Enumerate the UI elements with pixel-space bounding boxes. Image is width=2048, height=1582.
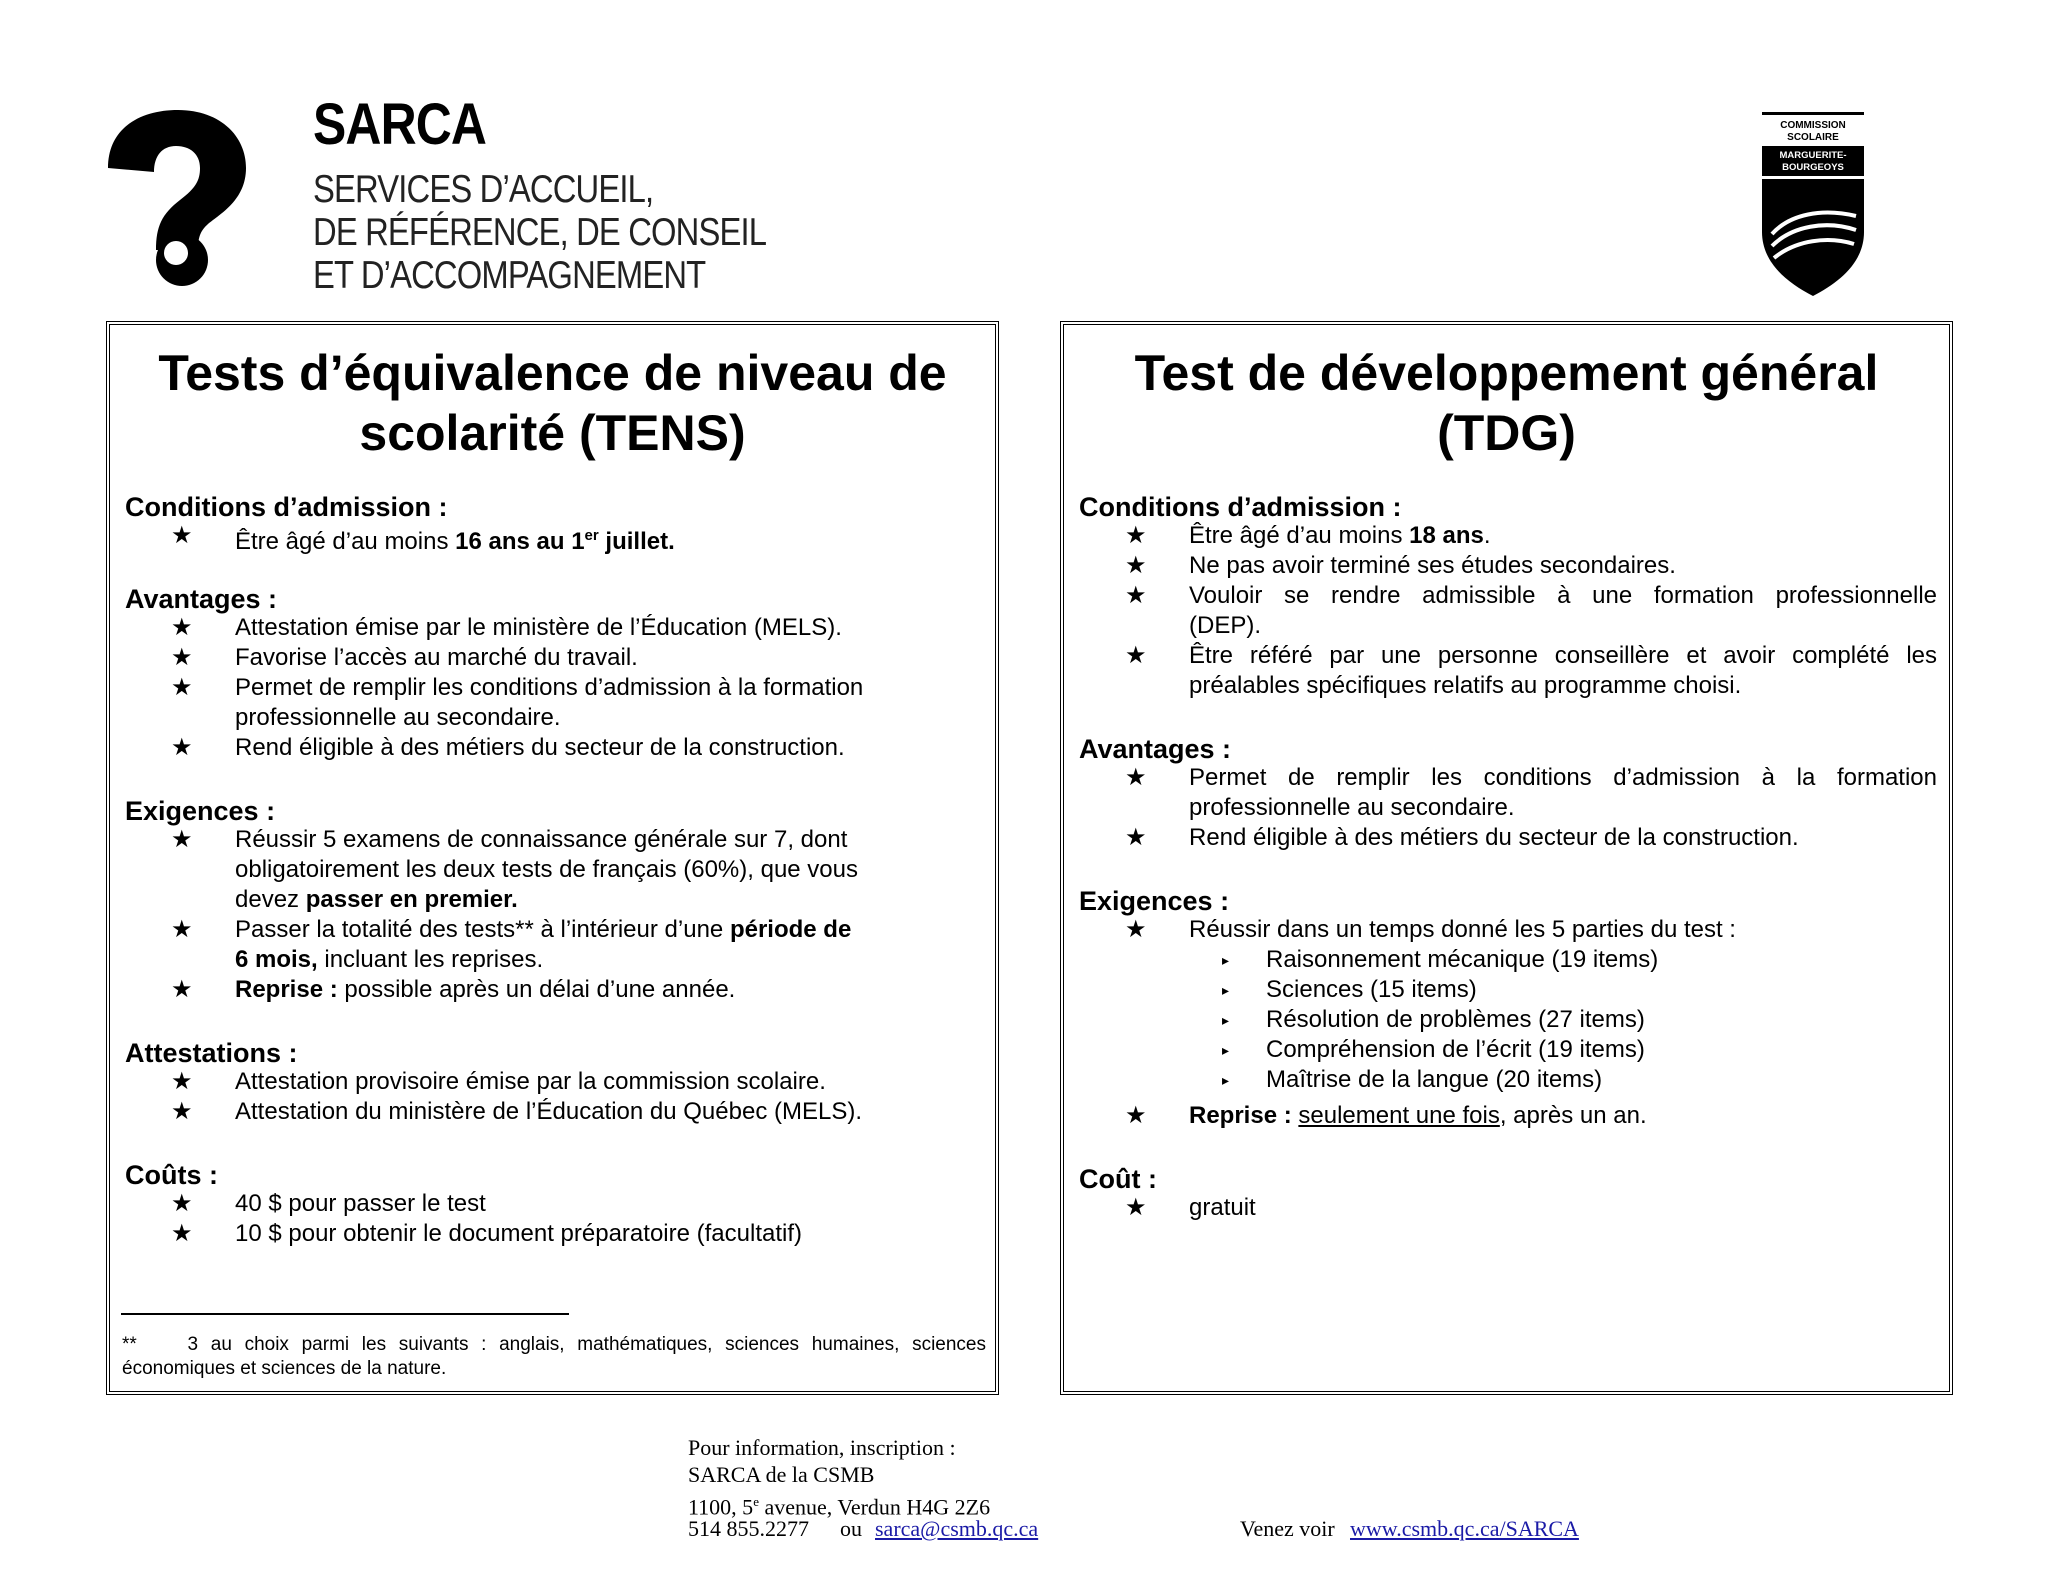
tdg-exigence-item: Réussir dans un temps donné les 5 parties du test : — [1189, 916, 1736, 943]
tens-exigence-item-cont: devez passer en premier. — [235, 886, 518, 913]
footer-phone: 514 855.2277 — [688, 1516, 809, 1541]
tens-exigence-item: Reprise : possible après un délai d’une année. — [235, 976, 736, 1003]
tdg-avantage-item-cont: professionnelle au secondaire. — [1189, 794, 1515, 821]
website-link[interactable]: www.csmb.qc.ca/SARCA — [1350, 1516, 1579, 1541]
triangle-bullet-icon: ▸ — [1222, 952, 1230, 968]
tdg-avantage-item: Rend éligible à des métiers du secteur de la construction. — [1189, 824, 1799, 851]
star-bullet-icon: ★ — [171, 614, 193, 641]
tens-title-line-1: Tests d’équivalence de niveau de — [158, 345, 947, 401]
footer-address-line: 1100, 5e avenue, Verdun H4G 2Z6 — [688, 1494, 991, 1520]
tdg-condition-item: Vouloir se rendre admissible à une formation professionnelle — [1189, 582, 1937, 609]
tdg-title-line-2: (TDG) — [1437, 405, 1576, 461]
footnote: ** 3 au choix parmi les suivants : anglais, mathématiques, sciences humaines, sciences économiques et sciences de la nature. — [122, 1334, 986, 1379]
tens-avantage-item: Rend éligible à des métiers du secteur de la construction. — [235, 734, 845, 761]
tens-exigence-item-cont: obligatoirement les deux tests de français (60%), que vous — [235, 856, 859, 883]
tdg-part-item: Résolution de problèmes (27 items) — [1266, 1006, 1645, 1033]
tens-condition-item: Être âgé d’au moins 16 ans au 1er juillet. — [235, 527, 675, 555]
tens-cout-item: 10 $ pour obtenir le document préparatoire (facultatif) — [235, 1220, 802, 1247]
question-mark-icon — [100, 110, 250, 290]
triangle-bullet-icon: ▸ — [1222, 1012, 1230, 1028]
tdg-part-item: Raisonnement mécanique (19 items) — [1266, 946, 1659, 973]
star-bullet-icon: ★ — [171, 1190, 193, 1217]
tdg-condition-item: Ne pas avoir terminé ses études secondaires. — [1189, 552, 1676, 579]
crest-text-4: BOURGEOYS — [1782, 162, 1844, 173]
brand-line-1: SERVICES D’ACCUEIL, — [313, 168, 654, 211]
tdg-avantage-item: Permet de remplir les conditions d’admission à la formation — [1189, 764, 1937, 791]
tens-title-line-2: scolarité (TENS) — [359, 405, 746, 461]
tdg-cout-item: gratuit — [1189, 1194, 1256, 1221]
star-bullet-icon: ★ — [1125, 582, 1147, 609]
brand-title: SARCA — [313, 92, 487, 157]
star-bullet-icon: ★ — [1125, 1194, 1147, 1221]
triangle-bullet-icon: ▸ — [1222, 1042, 1230, 1058]
tens-exigences-heading: Exigences : — [125, 796, 276, 826]
star-bullet-icon: ★ — [171, 644, 193, 671]
tens-conditions-heading: Conditions d’admission : — [125, 492, 448, 522]
tdg-cout-heading: Coût : — [1079, 1164, 1157, 1194]
star-bullet-icon: ★ — [171, 522, 193, 549]
triangle-bullet-icon: ▸ — [1222, 982, 1230, 998]
tdg-part-item: Sciences (15 items) — [1266, 976, 1477, 1003]
tens-avantages-heading: Avantages : — [125, 584, 278, 614]
star-bullet-icon: ★ — [1125, 522, 1147, 549]
star-bullet-icon: ★ — [1125, 1102, 1147, 1129]
tdg-condition-item: Être âgé d’au moins 18 ans. — [1189, 522, 1491, 549]
star-bullet-icon: ★ — [171, 976, 193, 1003]
crest-text-2: SCOLAIRE — [1787, 132, 1839, 143]
email-link[interactable]: sarca@csmb.qc.ca — [875, 1516, 1039, 1541]
star-bullet-icon: ★ — [171, 674, 193, 701]
tdg-conditions-heading: Conditions d’admission : — [1079, 492, 1402, 522]
tens-attestation-item: Attestation du ministère de l’Éducation du Québec (MELS). — [235, 1098, 862, 1125]
tens-avantage-item: Permet de remplir les conditions d’admission à la formation — [235, 674, 864, 701]
brand-line-3: ET D’ACCOMPAGNEMENT — [313, 254, 706, 297]
star-bullet-icon: ★ — [1125, 916, 1147, 943]
tdg-title-line-1: Test de développement général — [1134, 345, 1879, 401]
tdg-part-item: Compréhension de l’écrit (19 items) — [1266, 1036, 1645, 1063]
school-board-crest-logo — [1760, 112, 1866, 298]
tens-couts-heading: Coûts : — [125, 1160, 218, 1190]
tens-avantage-item: Favorise l’accès au marché du travail. — [235, 644, 638, 671]
tens-exigence-item-cont: 6 mois, incluant les reprises. — [235, 946, 544, 973]
tens-exigence-item: Réussir 5 examens de connaissance générale sur 7, dont — [235, 826, 848, 853]
footer-info-line: Pour information, inscription : — [688, 1435, 956, 1460]
tdg-exigences-heading: Exigences : — [1079, 886, 1230, 916]
star-bullet-icon: ★ — [171, 916, 193, 943]
star-bullet-icon: ★ — [171, 1068, 193, 1095]
star-bullet-icon: ★ — [1125, 824, 1147, 851]
tens-box — [106, 321, 999, 1395]
footer-venez-voir: Venez voir — [1240, 1516, 1335, 1541]
tdg-avantages-heading: Avantages : — [1079, 734, 1232, 764]
star-bullet-icon: ★ — [1125, 764, 1147, 791]
tdg-condition-item-cont: (DEP). — [1189, 612, 1261, 639]
crest-text-3: MARGUERITE- — [1779, 150, 1847, 161]
tdg-box — [1060, 321, 1953, 1395]
triangle-bullet-icon: ▸ — [1222, 1072, 1230, 1088]
star-bullet-icon: ★ — [171, 1098, 193, 1125]
footnote-separator — [121, 1313, 569, 1315]
tens-avantage-item: Attestation émise par le ministère de l’Éducation (MELS). — [235, 614, 842, 641]
tdg-reprise-item: Reprise : seulement une fois, après un an. — [1189, 1102, 1647, 1129]
star-bullet-icon: ★ — [171, 826, 193, 853]
star-bullet-icon: ★ — [1125, 552, 1147, 579]
star-bullet-icon: ★ — [171, 734, 193, 761]
tens-cout-item: 40 $ pour passer le test — [235, 1190, 486, 1217]
tens-exigence-item: Passer la totalité des tests** à l’intérieur d’une période de — [235, 916, 852, 943]
tens-avantage-item-cont: professionnelle au secondaire. — [235, 704, 561, 731]
footer-ou: ou — [840, 1516, 862, 1541]
tdg-part-item: Maîtrise de la langue (20 items) — [1266, 1066, 1603, 1093]
footer-org-line: SARCA de la CSMB — [688, 1462, 875, 1487]
crest-text-1: COMMISSION — [1780, 120, 1846, 131]
tdg-condition-item: Être référé par une personne conseillère et avoir complété les — [1189, 642, 1937, 669]
star-bullet-icon: ★ — [171, 1220, 193, 1247]
star-bullet-icon: ★ — [1125, 642, 1147, 669]
tens-attestation-item: Attestation provisoire émise par la commission scolaire. — [235, 1068, 826, 1095]
tdg-condition-item-cont: préalables spécifiques relatifs au programme choisi. — [1189, 672, 1742, 699]
tens-attestations-heading: Attestations : — [125, 1038, 298, 1068]
brand-line-2: DE RÉFÉRENCE, DE CONSEIL — [313, 211, 767, 254]
